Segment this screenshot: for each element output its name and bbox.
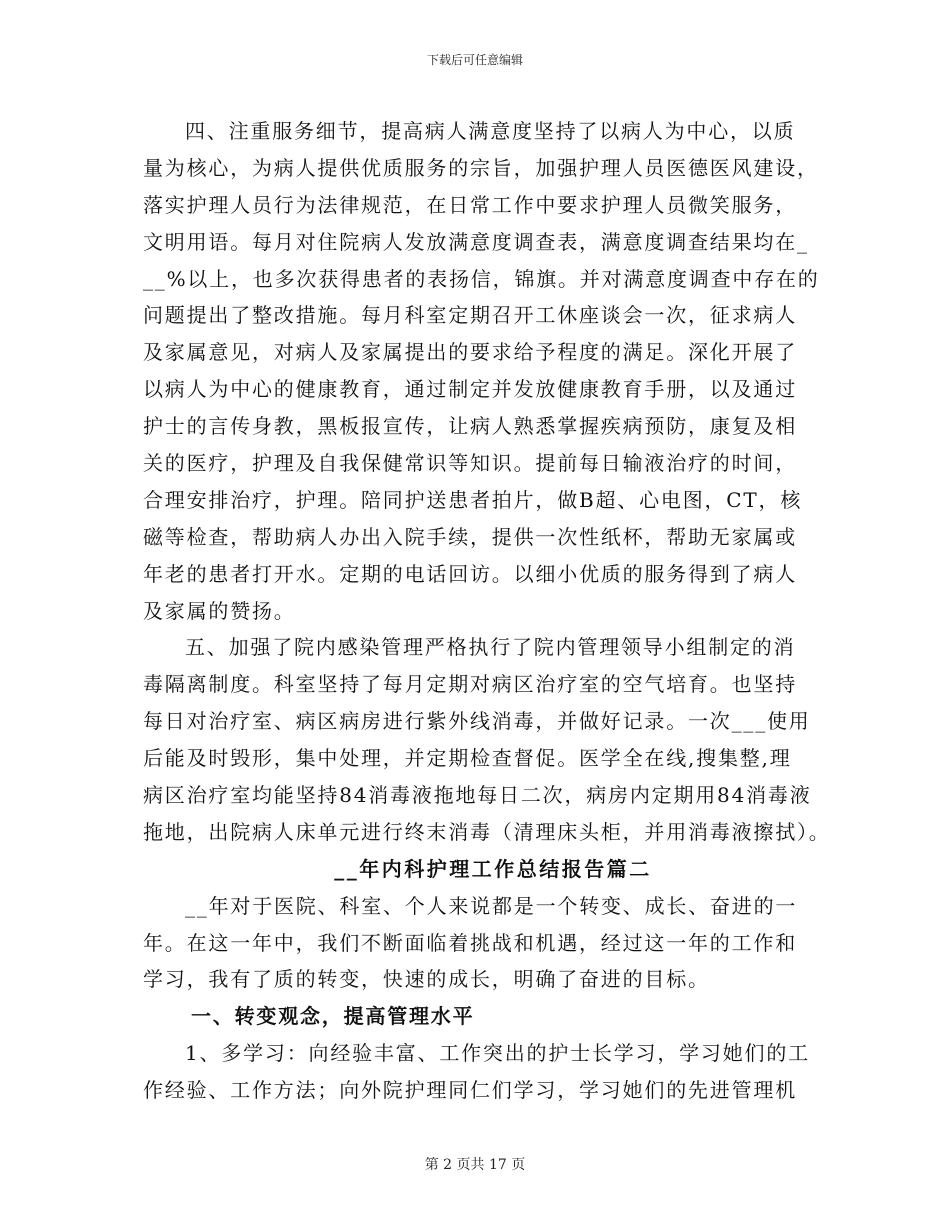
paragraph-line: 拖地，出院病人床单元进行终末消毒（清理床头柜，并用消毒液擦拭）。 — [143, 819, 831, 844]
document-body — [143, 113, 843, 1109]
paragraph-line: 及家属的赞扬。 — [143, 598, 296, 623]
paragraph-line: 落实护理人员行为法律规范，在日常工作中要求护理人员微笑服务， — [143, 192, 797, 217]
paragraph-line: 后能及时毁形，集中处理，并定期检查督促。医学全在线,搜集整,理 — [143, 746, 792, 771]
paragraph-line: 文明用语。每月对住院病人发放满意度调查表，满意度调查结果均在_ — [143, 229, 809, 254]
paragraph-line: 病区治疗室均能坚持84消毒液拖地每日二次，病房内定期用84消毒液 — [143, 783, 812, 808]
paragraph-line: 年。在这一年中，我们不断面临着挑战和机遇，经过这一年的工作和 — [143, 930, 797, 955]
paragraph-line: 关的医疗，护理及自我保健常识等知识。提前每日输液治疗的时间， — [143, 451, 797, 476]
paragraph-line: 及家属意见，对病人及家属提出的要求给予程度的满足。深化开展了 — [143, 340, 797, 365]
paragraph-line: 五、加强了院内感染管理严格执行了院内管理领导小组制定的消 — [185, 635, 796, 660]
paragraph-line: __年对于医院、科室、个人来说都是一个转变、成长、奋进的一 — [185, 893, 798, 918]
paragraph-line: 每日对治疗室、病区病房进行紫外线消毒，并做好记录。一次___使用 — [143, 709, 811, 734]
paragraph-line: 1、多学习：向经验丰富、工作突出的护士长学习，学习她们的工 — [185, 1041, 810, 1066]
page-footer: 第 2 页共 17 页 — [424, 1157, 526, 1173]
paragraph-line: 年老的患者打开水。定期的电话回访。以细小优质的服务得到了病人 — [143, 561, 797, 586]
paragraph-line: 问题提出了整改措施。每月科室定期召开工休座谈会一次，征求病人 — [143, 303, 797, 328]
paragraph-line: 四、注重服务细节，提高病人满意度坚持了以病人为中心，以质 — [185, 119, 796, 143]
paragraph-line: 磁等检查，帮助病人办出入院手续，提供一次性纸杯，帮助无家属或 — [143, 524, 797, 549]
paragraph-line: 量为核心，为病人提供优质服务的宗旨，加强护理人员医德医风建设， — [143, 155, 819, 180]
subsection-heading: 一、转变观念，提高管理水平 — [191, 1004, 475, 1029]
page-header: 下载后可任意编辑 — [426, 53, 523, 67]
paragraph-line: 学习，我有了质的转变，快速的成长，明确了奋进的目标。 — [143, 967, 710, 992]
paragraph-line: __%以上，也多次获得患者的表扬信，锦旗。并对满意度调查中存在的 — [143, 266, 820, 291]
paragraph-line: 作经验、工作方法；向外院护理同仁们学习，学习她们的先进管理机 — [143, 1078, 797, 1103]
section-heading: __年内科护理工作总结报告篇二 — [334, 856, 652, 881]
paragraph-line: 合理安排治疗，护理。陪同护送患者拍片，做B超、心电图，CT，核 — [143, 487, 803, 512]
paragraph-line: 以病人为中心的健康教育，通过制定并发放健康教育手册，以及通过 — [143, 377, 797, 402]
paragraph-line: 毒隔离制度。科室坚持了每月定期对病区治疗室的空气培育。也坚持 — [143, 672, 797, 697]
paragraph-line: 护士的言传身教，黑板报宣传，让病人熟悉掌握疾病预防，康复及相 — [143, 414, 797, 439]
